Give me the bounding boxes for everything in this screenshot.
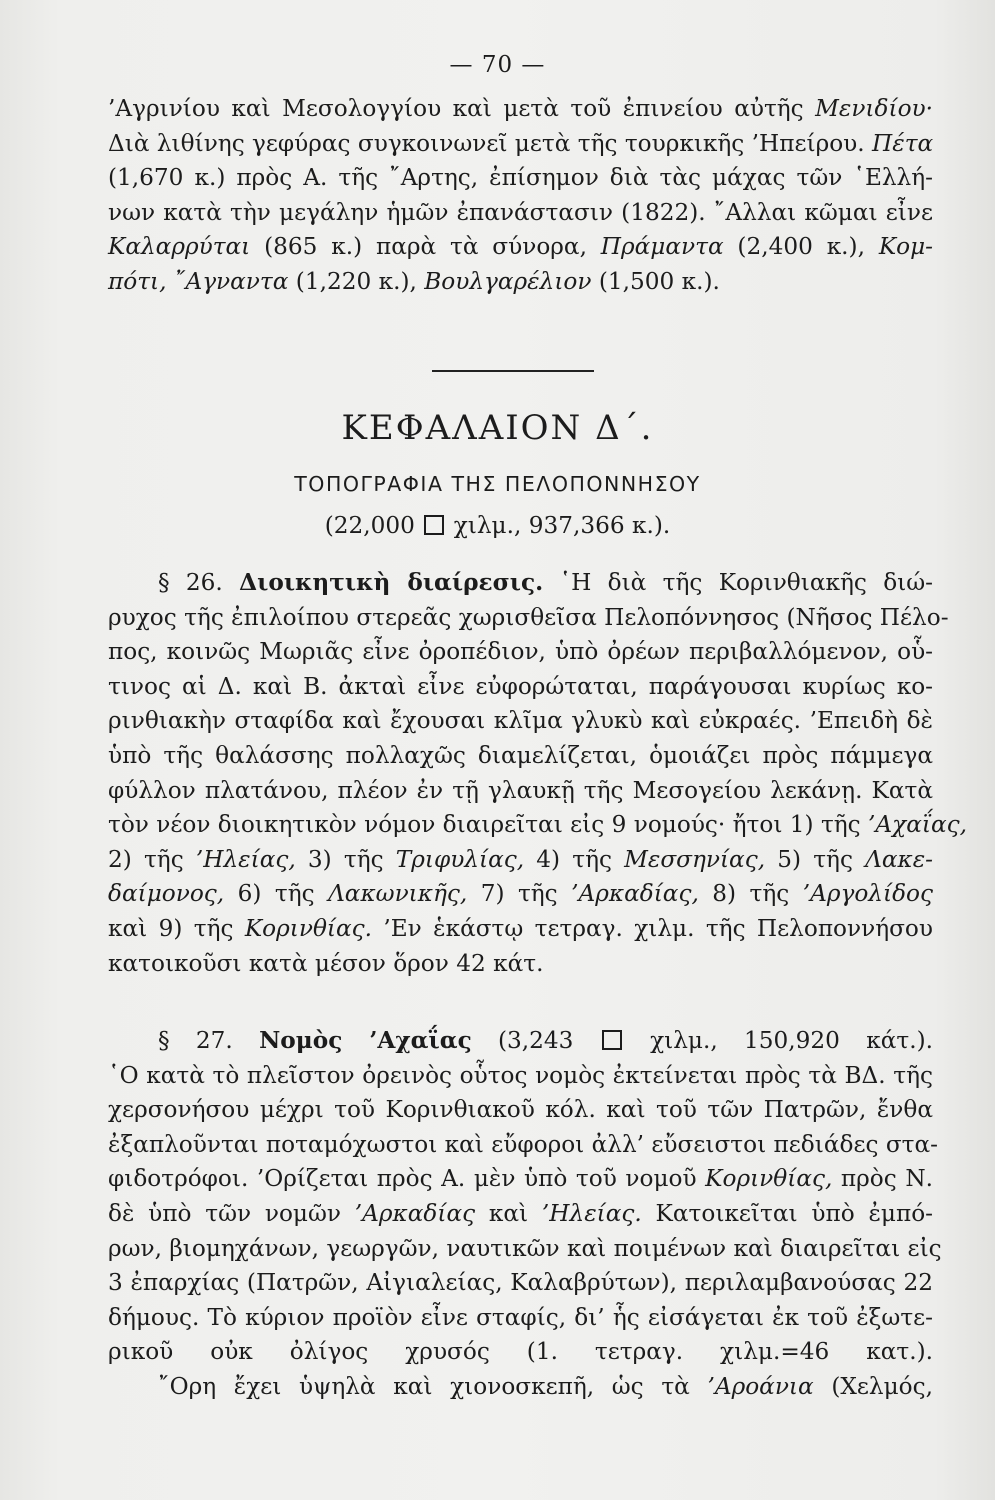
text-run: ρυχος τῆς ἐπιλοίπου στερεᾶς χωρισθεῖσα Πελοπόννησος (Νῆσος Πέλο- xyxy=(108,603,949,631)
text-line xyxy=(108,566,933,601)
text-run: τινος αἱ Δ. καὶ Β. ἀκταὶ εἶνε εὐφορώταται, παράγουσαι κυρίως κο- xyxy=(108,672,933,700)
text-line xyxy=(108,843,933,878)
text-run: (1,220 κ.), xyxy=(288,267,425,295)
text-line xyxy=(108,1197,933,1232)
text-run: ἐξαπλοῦνται ποταμόχωστοι καὶ εὔφοροι ἀλλ’ εὔσειστοι πεδιάδες στα- xyxy=(108,1130,938,1158)
text-run: ’Αρκαδίας xyxy=(354,1199,476,1227)
text-run: πος, κοινῶς Μωριᾶς εἶνε ὀροπέδιον, ὑπὸ ὀρέων περιβαλλόμενον, οὗ- xyxy=(108,638,933,666)
text-run: (1,500 κ.). xyxy=(591,267,720,295)
text-run: χιλμ., 150,920 κάτ.). xyxy=(623,1027,933,1054)
text-line xyxy=(108,1266,933,1301)
text-line xyxy=(108,1093,933,1128)
text-run: (3,243 xyxy=(471,1027,600,1054)
text-run: ὑπὸ τῆς θαλάσσης πολλαχῶς διαμελίζεται, ὁμοιάζει πρὸς πάμμεγα xyxy=(108,741,933,769)
text-run: 8) τῆς xyxy=(698,880,803,908)
text-run: ’Ηλείας, xyxy=(195,845,296,873)
text-run: ’Αρκαδίας, xyxy=(571,880,699,908)
text-line xyxy=(108,127,933,162)
text-run: Καλαρρύται xyxy=(108,233,251,261)
text-run: Κατοικεῖται ὑπὸ ἐμπό- xyxy=(641,1199,933,1227)
text-run: πρὸς Ν. xyxy=(832,1165,933,1193)
text-line xyxy=(108,1128,938,1163)
text-run: Τριφυλίας, xyxy=(395,845,525,873)
chapter-title: ΚΕΦΑΛΑΙΟΝ Δ΄. xyxy=(341,408,654,448)
text-run: Διοικητικὴ διαίρεσις. xyxy=(239,569,544,596)
text-run: ’Αχαΐας, xyxy=(868,811,967,839)
text-line xyxy=(108,912,933,947)
text-line xyxy=(108,230,933,265)
text-run: 6) τῆς xyxy=(224,880,329,908)
text-line xyxy=(108,1059,933,1094)
text-run: (865 κ.) παρὰ τὰ σύνορα, xyxy=(250,233,601,261)
text-run: Κορινθίας. xyxy=(244,914,373,942)
text-run: φιδοτρόφοι. ’Ορίζεται πρὸς Α. μὲν ὑπὸ τοῦ νομοῦ xyxy=(108,1165,706,1193)
text-run: φύλλον πλατάνου, πλέον ἐν τῇ γλαυκῇ τῆς Μεσογείου λεκάνῃ. Κατὰ xyxy=(108,776,933,804)
text-run: ’Αργολίδος xyxy=(802,880,933,908)
text-run: Μενιδίου· xyxy=(815,95,933,122)
text-run: ’Αροάνια xyxy=(707,1372,814,1400)
text-run: Μεσσηνίας, xyxy=(624,845,766,873)
page-number: — 70 — xyxy=(449,52,546,78)
top-paragraph xyxy=(108,92,933,300)
text-run: Βουλγαρέλιον xyxy=(424,267,592,295)
text-run: πότι, ῎Αγναντα xyxy=(108,267,289,295)
text-line xyxy=(108,774,933,809)
text-line xyxy=(108,161,933,196)
text-run: δαίμονος, xyxy=(108,880,225,908)
text-run: 3 ἐπαρχίας (Πατρῶν, Αἰγιαλείας, Καλαβρύτων), περιλαμβανούσας 22 xyxy=(108,1269,933,1297)
chapter-area-line xyxy=(0,512,995,539)
square-symbol-icon xyxy=(424,515,444,535)
square-symbol-icon xyxy=(602,1030,622,1050)
text-line xyxy=(108,808,967,843)
text-run: 3) τῆς xyxy=(295,845,396,873)
text-run: 4) τῆς xyxy=(524,845,625,873)
text-run: ’Αγρινίου καὶ Μεσολογγίου καὶ μετὰ τοῦ ἐπινείου αὐτῆς xyxy=(108,95,816,122)
text-line xyxy=(108,601,949,636)
text-run: ρινθιακὴν σταφίδα καὶ ἔχουσαι κλῖμα γλυκὺ καὶ εὐκραές. ’Επειδὴ δὲ xyxy=(108,707,933,735)
text-line xyxy=(108,196,933,231)
text-run: Πράμαντα xyxy=(600,233,724,261)
text-run: Πέτα xyxy=(872,129,934,157)
text-line xyxy=(108,1301,933,1336)
text-line xyxy=(108,1024,933,1059)
section-27-paragraph xyxy=(108,1024,942,1405)
text-run: ρων, βιομηχάνων, γεωργῶν, ναυτικῶν καὶ ποιμένων καὶ διαιρεῖται εἰς xyxy=(108,1234,942,1262)
text-run: § 27. xyxy=(158,1027,260,1054)
text-run: ῾Η διὰ τῆς Κορινθιακῆς διώ- xyxy=(543,569,933,596)
text-run: τὸν νέον διοικητικὸν νόμον διαιρεῖται εἰς 9 νομούς· ἤτοι 1) τῆς xyxy=(108,811,869,839)
text-line xyxy=(108,1162,933,1197)
text-run: Νομὸς ’Αχαΐας xyxy=(259,1027,472,1054)
text-run: ρικοῦ οὐκ ὀλίγος χρυσός (1. τετραγ. χιλμ.=46 κατ.). xyxy=(108,1338,933,1366)
section-divider xyxy=(432,370,594,372)
text-run: (2,400 κ.), xyxy=(723,233,879,261)
text-line xyxy=(108,1232,942,1267)
text-run: νων κατὰ τὴν μεγάλην ἡμῶν ἐπανάστασιν (1822). ῎Αλλαι κῶμαι εἶνε xyxy=(108,198,933,226)
text-run: (Χελμός, xyxy=(813,1372,933,1400)
area-value: (22,000 xyxy=(324,512,415,539)
chapter-subtitle: ΤΟΠΟΓΡΑΦΙΑ ΤΗΣ ΠΕΛΟΠΟΝΝΗΣΟΥ xyxy=(294,472,701,496)
text-run: 2) τῆς xyxy=(108,845,196,873)
text-line xyxy=(108,92,933,127)
text-run: ’Ηλείας. xyxy=(541,1199,642,1227)
text-run: ’Εν ἑκάστῳ τετραγ. χιλμ. τῆς Πελοποννήσου xyxy=(372,914,933,942)
text-line xyxy=(108,670,933,705)
text-run: χερσονήσου μέχρι τοῦ Κορινθιακοῦ κόλ. καὶ τοῦ τῶν Πατρῶν, ἔνθα xyxy=(108,1096,933,1124)
text-run: Διὰ λιθίνης γεφύρας συγκοινωνεῖ μετὰ τῆς τουρκικῆς ’Ηπείρου. xyxy=(108,129,873,157)
text-run: Λακε- xyxy=(865,845,934,873)
text-run: κατοικοῦσι κατὰ μέσον ὅρον 42 κάτ. xyxy=(108,949,544,977)
text-run: ῎Ορη ἔχει ὑψηλὰ καὶ χιονοσκεπῆ, ὡς τὰ xyxy=(158,1372,708,1400)
text-run: ῾Ο κατὰ τὸ πλεῖστον ὀρεινὸς οὗτος νομὸς ἐκτείνεται πρὸς τὰ ΒΔ. τῆς xyxy=(108,1061,933,1089)
text-line xyxy=(108,704,933,739)
text-run: καὶ 9) τῆς xyxy=(108,914,245,942)
text-line xyxy=(108,947,933,982)
text-run: Κορινθίας, xyxy=(705,1165,833,1193)
area-rest: χιλμ., 937,366 κ.). xyxy=(453,512,671,539)
text-line xyxy=(108,635,933,670)
section-26-paragraph xyxy=(108,566,967,981)
text-run: 5) τῆς xyxy=(765,845,866,873)
text-run: 7) τῆς xyxy=(467,880,572,908)
text-line xyxy=(108,265,933,300)
text-run: § 26. xyxy=(158,569,240,596)
text-run: καὶ xyxy=(475,1199,542,1227)
text-line xyxy=(108,739,933,774)
text-run: δήμους. Τὸ κύριον προϊὸν εἶνε σταφίς, δι’ ἧς εἰσάγεται ἐκ τοῦ ἐξωτε- xyxy=(108,1303,933,1331)
text-run: (1,670 κ.) πρὸς Α. τῆς ῎Αρτης, ἐπίσημον διὰ τὰς μάχας τῶν ῾Ελλή- xyxy=(108,164,933,192)
text-run: δὲ ὑπὸ τῶν νομῶν xyxy=(108,1199,355,1227)
text-run: Λακωνικῆς, xyxy=(328,880,468,908)
text-line xyxy=(108,1335,933,1370)
text-run: Κομ- xyxy=(878,233,933,261)
text-line xyxy=(108,1370,933,1405)
text-line xyxy=(108,877,933,912)
